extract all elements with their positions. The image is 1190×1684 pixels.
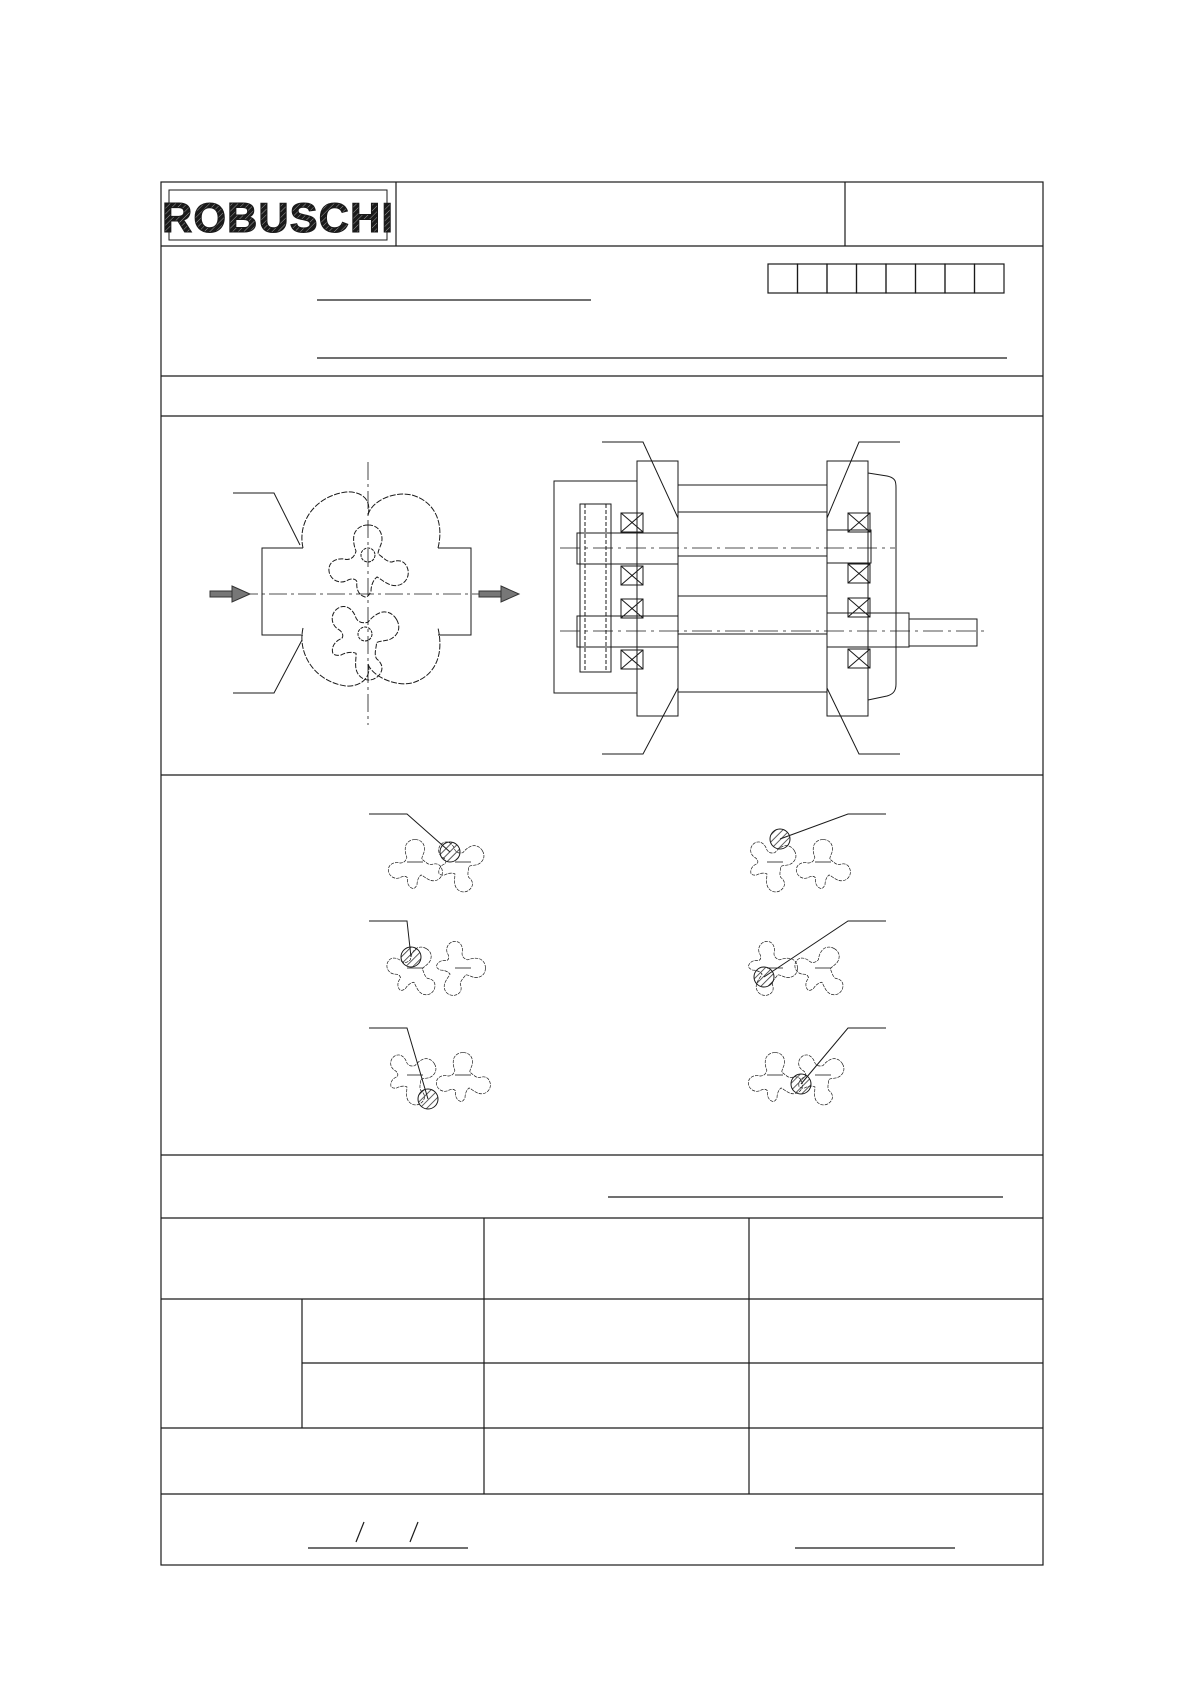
- bearing-icon: [621, 650, 643, 669]
- serial-digit-box[interactable]: [916, 264, 946, 293]
- bearing-icon: [621, 566, 643, 585]
- logo-wordmark: ROBUSCHI: [161, 194, 395, 241]
- data-table: [161, 1218, 1043, 1494]
- blower-section-view-drawing: [554, 442, 985, 754]
- lobe-position-diagram: [369, 1028, 490, 1112]
- lobe-position-diagram: [369, 921, 485, 1005]
- serial-digit-box[interactable]: [798, 264, 828, 293]
- bearing-icon: [848, 598, 870, 617]
- outlet-arrow-icon: [479, 586, 519, 602]
- bearing-icon: [621, 513, 643, 532]
- lobe-position-diagrams: [369, 814, 886, 1112]
- bearing-icon: [848, 649, 870, 668]
- serial-number-boxes[interactable]: [768, 264, 1004, 293]
- bearing-icon: [848, 564, 870, 583]
- bearing-icon: [621, 599, 643, 618]
- inlet-arrow-icon: [210, 586, 250, 602]
- lobe-position-diagram: [369, 814, 496, 899]
- bearing-icon: [848, 513, 870, 532]
- date-field[interactable]: [308, 1522, 468, 1548]
- serial-digit-box[interactable]: [768, 264, 798, 293]
- serial-digit-box[interactable]: [975, 264, 1005, 293]
- blower-front-view-drawing: [210, 462, 519, 725]
- lobe-position-diagram: [748, 921, 886, 1005]
- serial-digit-box[interactable]: [827, 264, 857, 293]
- serial-digit-box[interactable]: [945, 264, 975, 293]
- lobe-position-diagram: [739, 814, 886, 899]
- form-frame: [161, 182, 1043, 1565]
- lobe-position-diagram: [748, 1028, 886, 1112]
- serial-digit-box[interactable]: [886, 264, 916, 293]
- serial-digit-box[interactable]: [857, 264, 887, 293]
- logo: [162, 190, 394, 241]
